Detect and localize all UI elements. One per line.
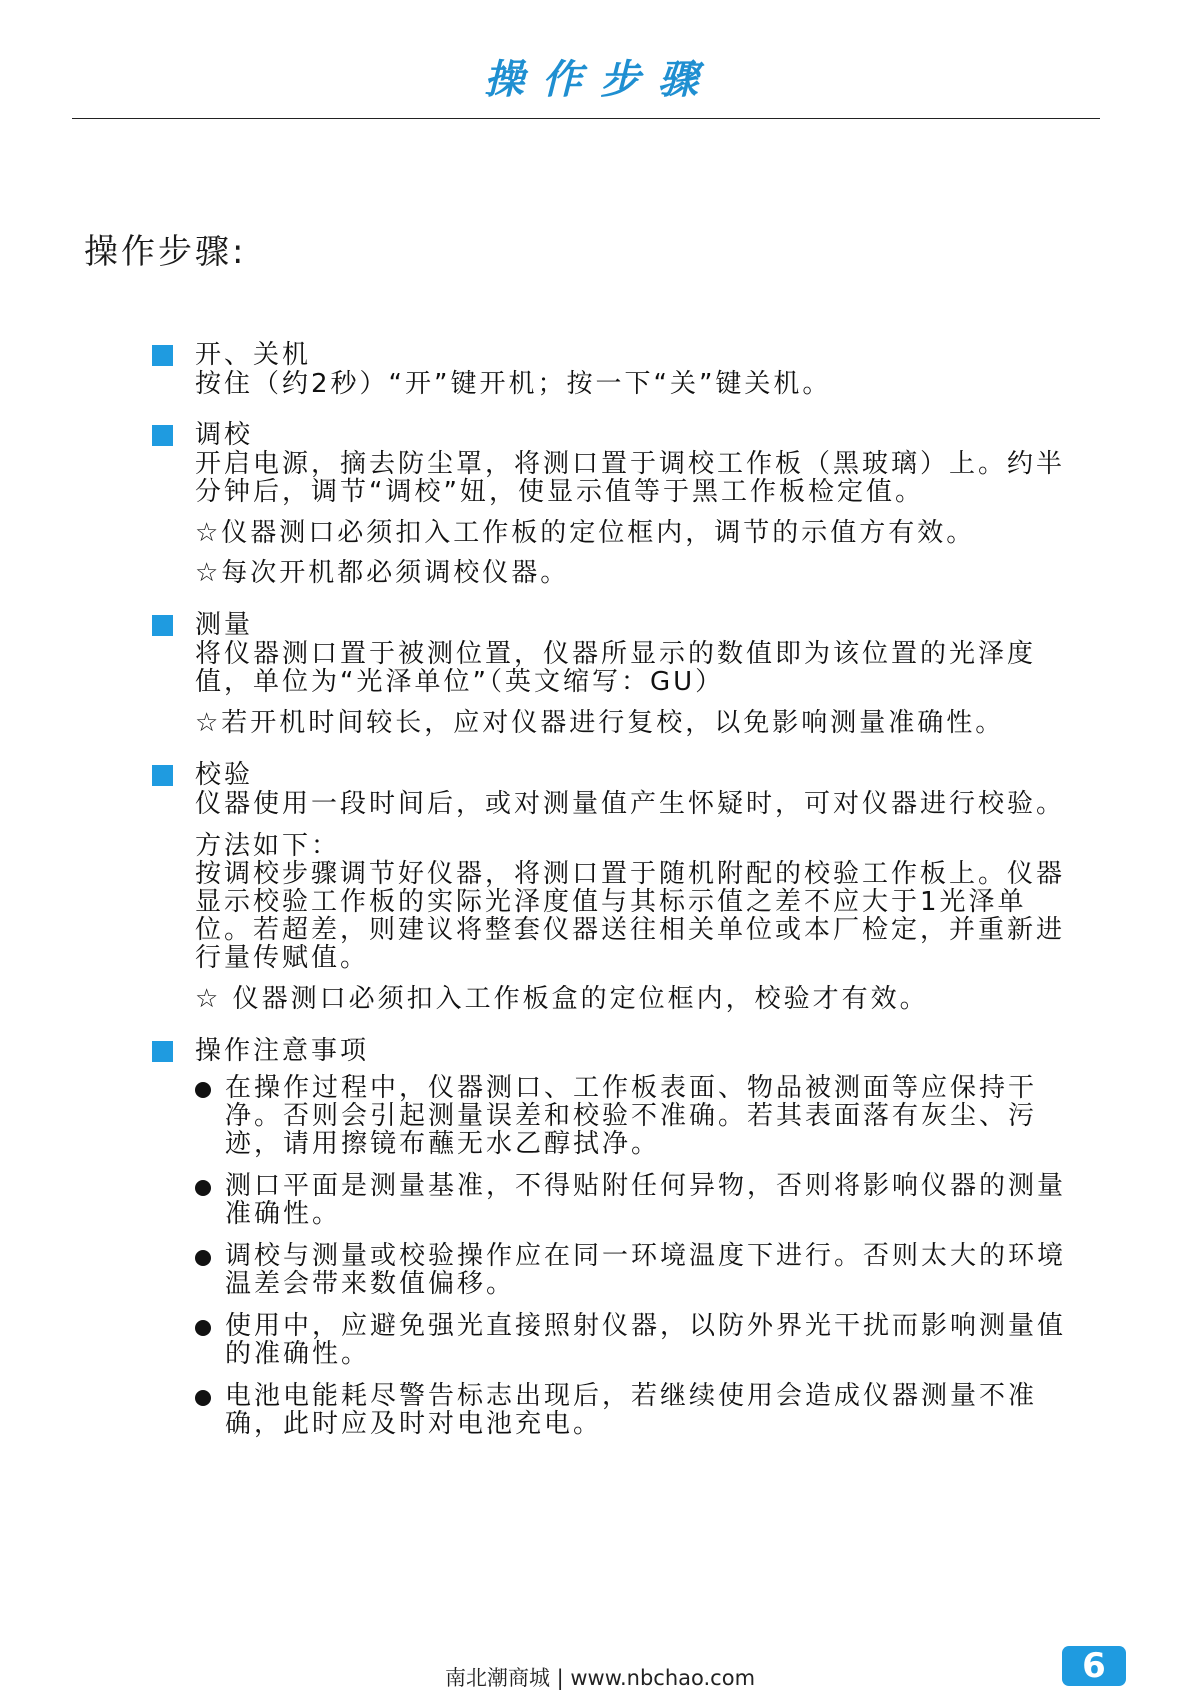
- section-measure: [152, 610, 1072, 738]
- sub-label: 方法如下：: [195, 831, 341, 861]
- square-bullet-icon: [152, 345, 173, 366]
- section-title: 测量: [195, 610, 254, 640]
- note: ☆若开机时间较长，应对仪器进行复校，以免影响测量准确性。: [195, 708, 1005, 738]
- dot-bullet-icon: [195, 1250, 211, 1266]
- note: ☆仪器测口必须扣入工作板的定位框内，调节的示值方有效。: [195, 518, 976, 548]
- list-item-text: 电池电能耗尽警告标志出现后，若继续使用会造成仪器测量不准确，此时应及时对电池充电。: [225, 1381, 1038, 1439]
- section-title: 操作注意事项: [195, 1036, 370, 1066]
- page-number: 6: [1062, 1646, 1126, 1686]
- square-bullet-icon: [152, 615, 173, 636]
- note: ☆ 仪器测口必须扣入工作板盒的定位框内，校验才有效。: [195, 984, 929, 1014]
- square-bullet-icon: [152, 1041, 173, 1062]
- note: ☆每次开机都必须调校仪器。: [195, 558, 570, 588]
- square-bullet-icon: [152, 425, 173, 446]
- dot-bullet-icon: [195, 1320, 211, 1336]
- list-item-text: 调校与测量或校验操作应在同一环境温度下进行。否则太大的环境温差会带来数值偏移。: [225, 1241, 1067, 1299]
- square-bullet-icon: [152, 765, 173, 786]
- list-item: [195, 1382, 1072, 1438]
- dot-bullet-icon: [195, 1082, 211, 1098]
- paragraph: 开启电源，摘去防尘罩，将测口置于调校工作板（黑玻璃）上。约半分钟后，调节“调校”妞，使显示值等于黑工作板检定值。: [195, 449, 1066, 507]
- section-precautions: [152, 1036, 1072, 1438]
- list-item: [195, 1074, 1072, 1158]
- list-item-text: 测口平面是测量基准，不得贴附任何异物，否则将影响仪器的测量准确性。: [225, 1171, 1067, 1229]
- section-power: [152, 340, 1072, 398]
- paragraph: 仪器使用一段时间后，或对测量值产生怀疑时，可对仪器进行校验。: [195, 789, 1066, 819]
- header-title: 操作步骤: [484, 56, 716, 103]
- section-calibrate: [152, 420, 1072, 588]
- list-item: [195, 1172, 1072, 1228]
- content: [152, 340, 1072, 1460]
- section-title: 校验: [195, 760, 254, 790]
- section-title: 调校: [195, 420, 254, 450]
- paragraph: 将仪器测口置于被测位置，仪器所显示的数值即为该位置的光泽度值，单位为“光泽单位”（英文缩写：GU）: [195, 639, 1037, 697]
- dot-bullet-icon: [195, 1390, 211, 1406]
- paragraph: 按调校步骤调节好仪器，将测口置于随机附配的校验工作板上。仪器显示校验工作板的实际光泽度值与其标示值之差不应大于1光泽单位。若超差，则建议将整套仪器送往相关单位或本厂检定，并重新进行量传赋值。: [195, 859, 1066, 973]
- footer-text: 南北潮商城 | www.nbchao.com: [444, 1666, 756, 1690]
- paragraph: 按住（约2秒）“开”键开机；按一下“关”键关机。: [195, 369, 832, 399]
- header-divider: [72, 118, 1100, 119]
- section-title: 开、关机: [195, 340, 312, 370]
- dot-bullet-icon: [195, 1180, 211, 1196]
- page-heading: 操作步骤:: [84, 232, 247, 272]
- list-item: [195, 1242, 1072, 1298]
- section-verify: [152, 760, 1072, 1014]
- list-item-text: 使用中，应避免强光直接照射仪器，以防外界光干扰而影响测量值的准确性。: [225, 1311, 1067, 1369]
- list-item-text: 在操作过程中，仪器测口、工作板表面、物品被测面等应保持干净。否则会引起测量误差和校验不准确。若其表面落有灰尘、污迹，请用擦镜布蘸无水乙醇拭净。: [225, 1073, 1038, 1159]
- list-item: [195, 1312, 1072, 1368]
